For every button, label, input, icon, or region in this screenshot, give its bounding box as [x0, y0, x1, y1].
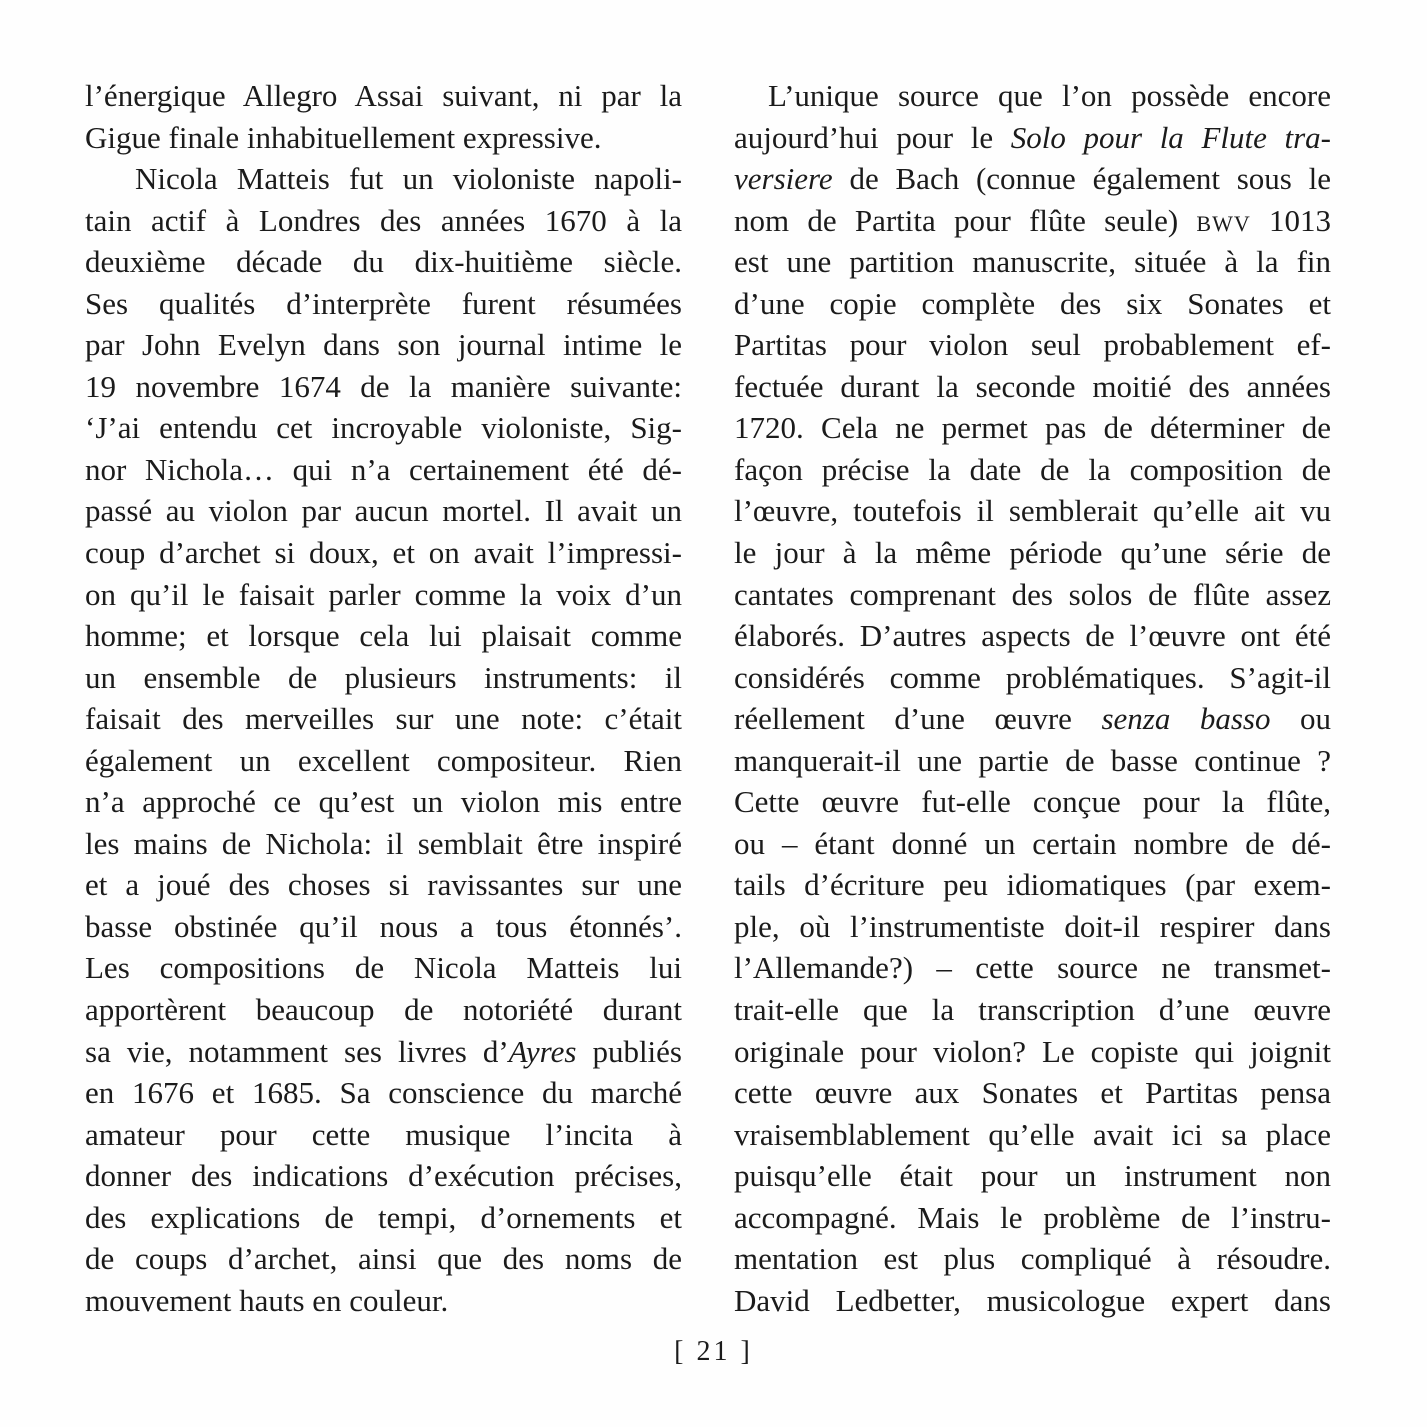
- text-run: ou: [1270, 701, 1331, 737]
- text-run: l’énergique Allegro Assai suivant, ni par la: [85, 78, 682, 113]
- text-run: publiés: [576, 1033, 682, 1069]
- text-run: Nicola Matteis fut un violoniste napoli-: [135, 161, 682, 197]
- text-line: [85, 490, 682, 532]
- text-run: 19 novembre 1674 de la manière suivante:: [85, 368, 682, 404]
- text-run: ou – étant donné un certain nombre de dé-: [734, 825, 1331, 861]
- text-run: et a joué des choses si ravissantes sur une: [85, 867, 682, 903]
- text-run: Ses qualités d’interprète furent résumées: [85, 285, 682, 321]
- text-column-left: [85, 75, 682, 1321]
- text-line: [85, 947, 682, 989]
- text-line: [85, 698, 682, 740]
- text-run: David Ledbetter, musicologue expert dans: [734, 1282, 1331, 1318]
- text-run: cantates comprenant des solos de flûte assez: [734, 576, 1331, 612]
- text-run: Partitas pour violon seul probablement ef-: [734, 327, 1331, 363]
- text-line: [85, 449, 682, 491]
- text-line: [85, 1197, 682, 1239]
- text-run: de coups d’archet, ainsi que des noms de: [85, 1241, 682, 1277]
- text-line: [734, 1197, 1331, 1239]
- text-run: puisqu’elle était pour un instrument non: [734, 1158, 1331, 1194]
- text-line: [734, 1114, 1331, 1156]
- text-column-right: [734, 75, 1331, 1321]
- text-line: [734, 698, 1331, 740]
- text-line: [85, 200, 682, 242]
- text-line: [734, 117, 1331, 159]
- text-run: deuxième décade du dix-huitième siècle.: [85, 244, 682, 280]
- text-line: [734, 947, 1331, 989]
- text-line: [734, 1072, 1331, 1114]
- text-line: [85, 864, 682, 906]
- text-line: [85, 615, 682, 657]
- text-line: [734, 449, 1331, 491]
- text-line: [85, 158, 682, 200]
- text-run: de Bach (connue également sous le: [832, 161, 1331, 197]
- text-run: l’œuvre, toutefois il semblerait qu’elle ait vu: [734, 493, 1331, 529]
- text-line: [85, 366, 682, 408]
- text-run: considérés comme problématiques. S’agit-il: [734, 659, 1331, 695]
- text-line: [734, 781, 1331, 823]
- page-number: [ 21 ]: [674, 1336, 753, 1367]
- text-run: L’unique source que l’on possède encore: [768, 78, 1331, 113]
- text-run: Les compositions de Nicola Matteis lui: [85, 950, 682, 986]
- text-line: [85, 407, 682, 449]
- text-run: originale pour violon? Le copiste qui joignit: [734, 1033, 1331, 1069]
- text-run: cette œuvre aux Sonates et Partitas pensa: [734, 1075, 1331, 1111]
- text-run: 1720. Cela ne permet pas de déterminer de: [734, 410, 1331, 446]
- text-run: l’Allemande?) – cette source ne transmet-: [734, 950, 1331, 986]
- text-line: [734, 1238, 1331, 1280]
- text-run: élaborés. D’autres aspects de l’œuvre ont été: [734, 618, 1331, 654]
- text-line: [85, 989, 682, 1031]
- text-run: amateur pour cette musique l’incita à: [85, 1116, 682, 1152]
- text-run: nom de Partita pour flûte seule): [734, 202, 1197, 238]
- text-run: n’a approché ce qu’est un violon mis entre: [85, 784, 682, 820]
- text-line: [734, 241, 1331, 283]
- text-run: des explications de tempi, d’ornements et: [85, 1199, 682, 1235]
- italic-run: versiere: [734, 161, 833, 197]
- text-run: faisait des merveilles sur une note: c’était: [85, 701, 682, 737]
- text-line: [85, 283, 682, 325]
- text-line: [85, 532, 682, 574]
- text-run: mouvement hauts en couleur.: [85, 1282, 449, 1318]
- text-run: également un excellent compositeur. Rien: [85, 742, 682, 778]
- smallcaps-run: bwv: [1196, 202, 1251, 238]
- text-run: accompagné. Mais le problème de l’instru-: [734, 1199, 1331, 1235]
- text-run: tain actif à Londres des années 1670 à la: [85, 202, 682, 238]
- text-line: [734, 615, 1331, 657]
- text-line: [734, 200, 1331, 242]
- text-run: Cette œuvre fut-elle conçue pour la flûte,: [734, 784, 1331, 820]
- text-run: basse obstinée qu’il nous a tous étonnés’.: [85, 908, 682, 944]
- italic-run: senza basso: [1101, 701, 1271, 737]
- text-run: on qu’il le faisait parler comme la voix d’un: [85, 576, 682, 612]
- text-line: [734, 906, 1331, 948]
- text-line: [85, 1280, 682, 1322]
- text-run: d’une copie complète des six Sonates et: [734, 285, 1331, 321]
- italic-run: Solo pour la Flute tra-: [1010, 119, 1331, 155]
- text-run: mentation est plus compliqué à résoudre.: [734, 1241, 1331, 1277]
- text-run: tails d’écriture peu idiomatiques (par exem-: [734, 867, 1331, 903]
- text-run: homme; et lorsque cela lui plaisait comme: [85, 618, 682, 654]
- text-line: [734, 324, 1331, 366]
- text-line: [734, 407, 1331, 449]
- text-run: 1013: [1250, 202, 1331, 238]
- text-run: par John Evelyn dans son journal intime le: [85, 327, 682, 363]
- text-line: [734, 75, 1331, 117]
- text-line: [734, 366, 1331, 408]
- text-run: est une partition manuscrite, située à la fin: [734, 244, 1331, 280]
- text-run: fectuée durant la seconde moitié des années: [734, 368, 1331, 404]
- text-run: réellement d’une œuvre: [734, 701, 1102, 737]
- text-run: apportèrent beaucoup de notoriété durant: [85, 992, 682, 1028]
- text-line: [85, 823, 682, 865]
- text-line: [85, 324, 682, 366]
- text-line: [85, 781, 682, 823]
- text-line: [85, 1114, 682, 1156]
- text-line: [734, 490, 1331, 532]
- text-line: [734, 1155, 1331, 1197]
- text-line: [85, 1072, 682, 1114]
- text-run: donner des indications d’exécution précises,: [85, 1158, 682, 1194]
- text-run: ple, où l’instrumentiste doit-il respirer dans: [734, 908, 1331, 944]
- text-line: [85, 574, 682, 616]
- text-run: nor Nichola… qui n’a certainement été dé-: [85, 451, 682, 487]
- text-run: les mains de Nichola: il semblait être inspiré: [85, 825, 682, 861]
- text-line: [734, 532, 1331, 574]
- italic-run: Ayres: [508, 1033, 577, 1069]
- text-line: [734, 574, 1331, 616]
- text-line: [734, 283, 1331, 325]
- text-run: un ensemble de plusieurs instruments: il: [85, 659, 682, 695]
- text-run: trait-elle que la transcription d’une œuvre: [734, 992, 1331, 1028]
- text-line: [734, 864, 1331, 906]
- text-line: [85, 906, 682, 948]
- text-line: [734, 1031, 1331, 1073]
- text-run: aujourd’hui pour le: [734, 119, 1011, 155]
- text-line: [85, 75, 682, 117]
- text-run: le jour à la même période qu’une série de: [734, 535, 1331, 571]
- text-line: [734, 989, 1331, 1031]
- text-run: sa vie, notamment ses livres d’: [85, 1033, 509, 1069]
- text-line: [734, 1280, 1331, 1322]
- text-line: [85, 740, 682, 782]
- text-line: [85, 117, 682, 159]
- text-line: [85, 1238, 682, 1280]
- text-run: vraisemblablement qu’elle avait ici sa place: [734, 1116, 1331, 1152]
- text-run: Gigue finale inhabituellement expressive.: [85, 119, 602, 155]
- text-line: [734, 158, 1331, 200]
- text-line: [734, 823, 1331, 865]
- text-run: en 1676 et 1685. Sa conscience du marché: [85, 1075, 682, 1111]
- text-line: [734, 740, 1331, 782]
- text-run: coup d’archet si doux, et on avait l’impressi-: [85, 535, 682, 571]
- text-line: [85, 241, 682, 283]
- text-run: façon précise la date de la composition de: [734, 451, 1331, 487]
- text-line: [734, 657, 1331, 699]
- text-run: ‘J’ai entendu cet incroyable violoniste, Sig-: [85, 410, 682, 446]
- text-line: [85, 1155, 682, 1197]
- text-run: passé au violon par aucun mortel. Il avait un: [85, 493, 682, 529]
- text-run: manquerait-il une partie de basse continue ?: [734, 742, 1331, 778]
- text-line: [85, 1031, 682, 1073]
- text-line: [85, 657, 682, 699]
